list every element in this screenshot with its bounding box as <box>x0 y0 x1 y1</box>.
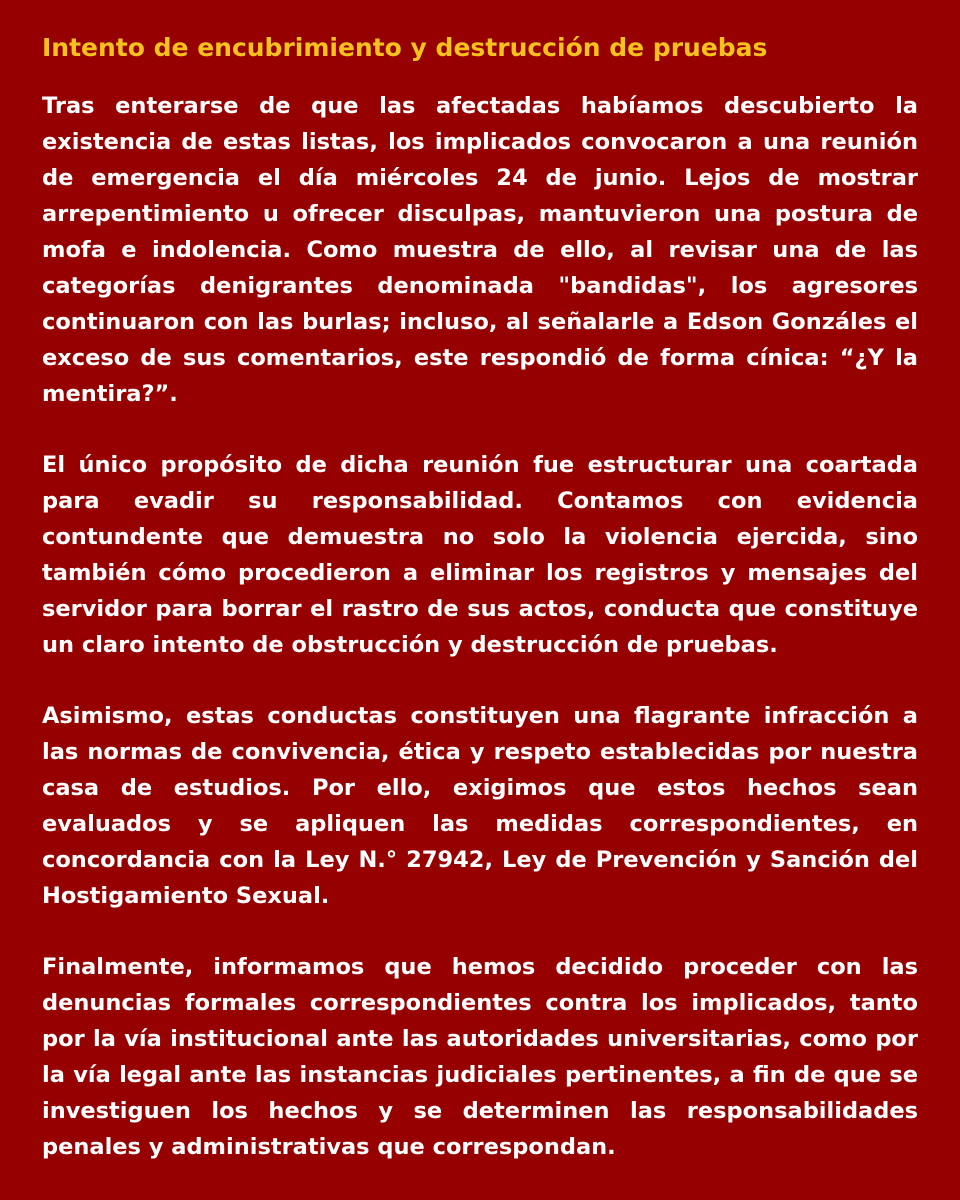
paragraph-1: Tras enterarse de que las afectadas habíamos descubierto la existencia de estas listas, los implicados convocaron a una reunión de emergencia el día miércoles 24 de junio. Lejos de mostrar arrepentimiento u ofrecer disculpas, mantuvieron una postura de mofa e indolencia. Como muestra de ello, al revisar una de las categorías denigrantes denominada "bandidas", los agresores continuaron con las burlas; incluso, al señalarle a Edson Gonzáles el exceso de sus comentarios, este respondió de forma cínica: “¿Y la mentira?”. <box>42 93 918 407</box>
document-title: Intento de encubrimiento y destrucción de pruebas <box>42 33 768 62</box>
paragraph-3: Asimismo, estas conductas constituyen una flagrante infracción a las normas de convivencia, ética y respeto establecidas por nuestra casa de estudios. Por ello, exigimos que estos hechos sean evaluados y se apliquen las medidas correspondientes, en concordancia con la Ley N.° 27942, Ley de Prevención y Sanción del Hostigamiento Sexual. <box>42 703 918 909</box>
paragraph-2: El único propósito de dicha reunión fue estructurar una coartada para evadir su responsabilidad. Contamos con evidencia contundente que demuestra no solo la violencia ejercida, sino también cómo procedieron a eliminar los registros y mensajes del servidor para borrar el rastro de sus actos, conducta que constituye un claro intento de obstrucción y destrucción de pruebas. <box>42 452 918 658</box>
paragraph-4: Finalmente, informamos que hemos decidido proceder con las denuncias formales correspondientes contra los implicados, tanto por la vía institucional ante las autoridades universitarias, como por la vía legal ante las instancias judiciales pertinentes, a fin de que se investiguen los hechos y se determinen las responsabilidades penales y administrativas que correspondan. <box>42 954 918 1160</box>
